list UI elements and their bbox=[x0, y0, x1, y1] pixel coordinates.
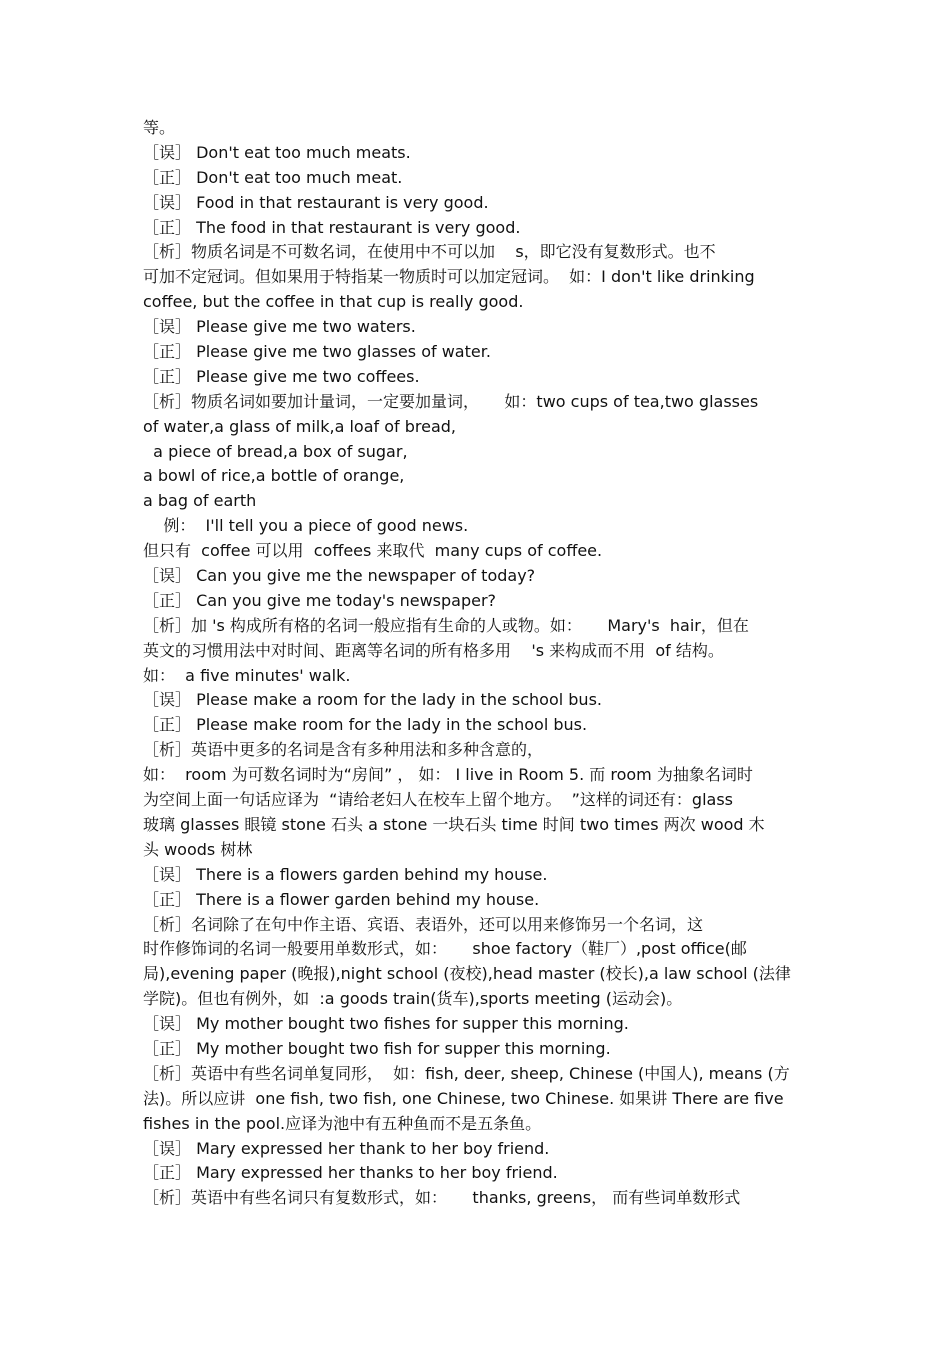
text-line: ［正］ Can you give me today's newspaper? bbox=[143, 590, 497, 610]
text-line: 但只有 coffee 可以用 coffees 来取代 many cups of coffee. bbox=[143, 541, 603, 561]
text-line: 局),evening paper (晚报),night school (夜校),head master (校长),a law school (法律 bbox=[143, 964, 791, 984]
text-line: ［误］ My mother bought two fishes for supper this morning. bbox=[143, 1014, 629, 1034]
text-line: ［正］ Don't eat too much meat. bbox=[143, 167, 403, 187]
text-line: ［正］ Mary expressed her thanks to her boy friend. bbox=[143, 1163, 558, 1183]
text-line: 时作修饰词的名词一般要用单数形式，如： shoe factory（鞋厂）,post office(邮 bbox=[143, 939, 747, 959]
text-line: ［析］物质名词如要加计量词，一定要加量词， 如：two cups of tea,two glasses bbox=[143, 391, 759, 411]
text-line: 例： I'll tell you a piece of good news. bbox=[143, 516, 469, 536]
text-line: 如： a five minutes' walk. bbox=[143, 665, 351, 685]
text-line: ［析］英语中有些名词只有复数形式，如： thanks, greens， 而有些词单数形式 bbox=[143, 1188, 741, 1208]
text-line: 如： room 为可数名词时为“房间” ， 如： I live in Room 5. 而 room 为抽象名词时 bbox=[143, 765, 753, 785]
text-line: 可加不定冠词。但如果用于特指某一物质时可以加定冠词。 如：I don't like drinking bbox=[143, 267, 755, 287]
text-line: 英文的习惯用法中对时间、距离等名词的所有格多用 's 来构成而不用 of 结构。 bbox=[143, 640, 724, 660]
text-line: ［误］ Don't eat too much meats. bbox=[143, 142, 411, 162]
text-line: of water,a glass of milk,a loaf of bread, bbox=[143, 416, 456, 436]
text-line: ［析］物质名词是不可数名词，在使用中不可以加 s，即它没有复数形式。也不 bbox=[143, 242, 716, 262]
text-line: a piece of bread,a box of sugar, bbox=[143, 441, 408, 461]
text-line: ［误］ Can you give me the newspaper of today? bbox=[143, 566, 536, 586]
text-line: ［析］名词除了在句中作主语、宾语、表语外，还可以用来修饰另一个名词，这 bbox=[143, 914, 704, 934]
text-line: ［析］英语中有些名词单复同形， 如：fish, deer, sheep, Chinese (中国人), means (方 bbox=[143, 1063, 790, 1083]
text-line: fishes in the pool.应译为池中有五种鱼而不是五条鱼。 bbox=[143, 1113, 542, 1133]
text-line: ［正］ The food in that restaurant is very good. bbox=[143, 217, 521, 237]
text-line: ［误］ Please make a room for the lady in the school bus. bbox=[143, 690, 602, 710]
text-line: 玻璃 glasses 眼镜 stone 石头 a stone 一块石头 time 时间 two times 两次 wood 木 bbox=[143, 814, 765, 834]
text-line: ［误］ Food in that restaurant is very good. bbox=[143, 192, 489, 212]
text-line: 为空间上面一句话应译为 “请给老妇人在校车上留个地方。 ”这样的词还有：glass bbox=[143, 790, 734, 810]
text-line: ［正］ Please give me two coffees. bbox=[143, 366, 420, 386]
text-line: ［正］ There is a flower garden behind my house. bbox=[143, 889, 540, 909]
text-line: coffee, but the coffee in that cup is really good. bbox=[143, 292, 524, 312]
text-line: ［误］ Mary expressed her thank to her boy friend. bbox=[143, 1138, 550, 1158]
text-line: ［正］ Please give me two glasses of water. bbox=[143, 342, 491, 362]
text-line: 头 woods 树林 bbox=[143, 839, 253, 859]
text-line: ［误］ Please give me two waters. bbox=[143, 317, 416, 337]
text-line: ［析］加 's 构成所有格的名词一般应指有生命的人或物。如： Mary's hair，但在 bbox=[143, 615, 749, 635]
document-body bbox=[143, 116, 823, 1211]
text-line: ［析］英语中更多的名词是含有多种用法和多种含意的， bbox=[143, 740, 544, 760]
text-line: 学院)。但也有例外，如 :a goods train(货车),sports meeting (运动会)。 bbox=[143, 989, 683, 1009]
text-line: a bowl of rice,a bottle of orange, bbox=[143, 466, 405, 486]
text-line: 法)。所以应讲 one fish, two fish, one Chinese, two Chinese. 如果讲 There are five bbox=[143, 1088, 784, 1108]
text-line: ［正］ My mother bought two fish for supper this morning. bbox=[143, 1038, 611, 1058]
text-line: ［正］ Please make room for the lady in the school bus. bbox=[143, 715, 588, 735]
text-line: ［误］ There is a flowers garden behind my house. bbox=[143, 864, 548, 884]
text-line: 等。 bbox=[143, 118, 176, 137]
text-line: a bag of earth bbox=[143, 491, 257, 511]
